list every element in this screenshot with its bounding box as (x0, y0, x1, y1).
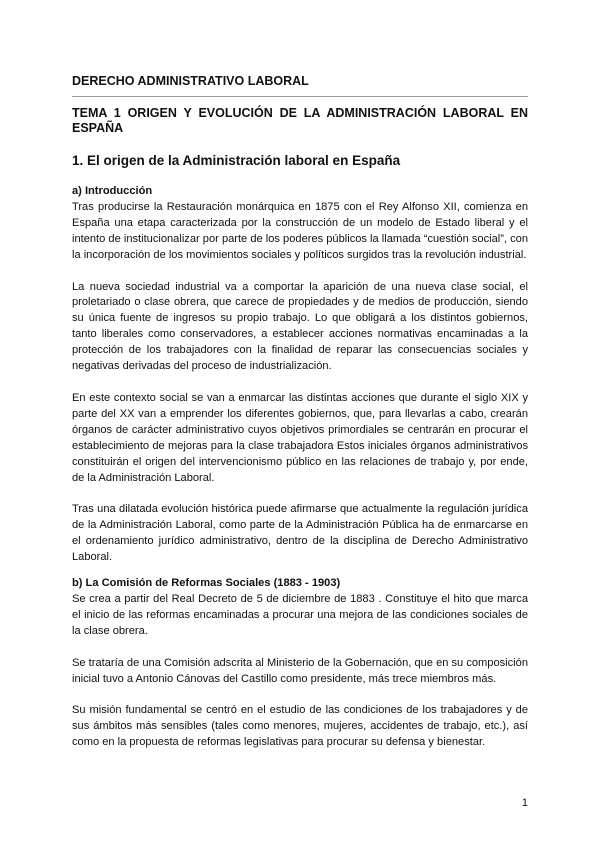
document-header-title: DERECHO ADMINISTRATIVO LABORAL (72, 74, 309, 88)
subsection-a-heading: a) Introducción (72, 185, 153, 197)
document-body (72, 184, 528, 751)
paragraph-comision-1: Se crea a partir del Real Decreto de 5 de diciembre de 1883 . Constituye el hito que marca el inicio de las reformas encaminadas a procurar una mejora de las condiciones sociales de la clase obrera. (72, 592, 528, 637)
tema-title: TEMA 1 ORIGEN Y EVOLUCIÓN DE LA ADMINISTRACIÓN LABORAL EN ESPAÑA (72, 106, 528, 135)
paragraph-comision-3: Su misión fundamental se centró en el estudio de las condiciones de los trabajadores y de sus ámbitos más sensibles (tales como menores, mujeres, accidentes de trabajo, etc.), así como en la propuesta de reformas legislativas para procurar su defensa y bienestar. (72, 704, 528, 749)
paragraph-intro-2: La nueva sociedad industrial va a comportar la aparición de una nueva clase social, el proletariado o clase obrera, que carece de propiedades y de medios de producción, siendo su única fuente de ingresos su propio trabajo. Lo que obligará a los distintos gobiernos, tanto liberales como conservadores, a establecer acciones normativas encaminadas a la protección de los trabajadores con la finalidad de reparar las consecuencias sociales y negativas derivadas del proceso de industrialización. (72, 280, 528, 373)
paragraph-intro-1: Tras producirse la Restauración monárquica en 1875 con el Rey Alfonso XII, comienza en España una etapa caracterizada por la construcción de un modelo de Estado liberal y el intento de institucionalizar por parte de los poderes públicos la llamada “cuestión social”, con la incorporación de los movimientos sociales y políticos surgidos tras la revolución industrial. (72, 200, 528, 261)
paragraph-intro-4: Tras una dilatada evolución histórica puede afirmarse que actualmente la regulación jurídica de la Administración Laboral, como parte de la Administración Pública ha de enmarcarse en el ordenamiento jurídico administrativo, dentro de la disciplina de Derecho Administrativo Laboral. (72, 503, 528, 564)
subsection-b-heading: b) La Comisión de Reformas Sociales (1883 - 1903) (72, 577, 341, 590)
header-divider (72, 96, 528, 97)
paragraph-intro-3: En este contexto social se van a enmarcar las distintas acciones que durante el siglo XIX y parte del XX van a emprender los diferentes gobiernos, que, para llevarlas a cabo, crearán órganos de carácter administrativo cuyos objetivos primordiales se centrarán en procurar el establecimiento de mejoras para la clase trabajadora Estos iniciales órganos administrativos constituirán el origen del intervencionismo público en las relaciones de trabajo y, por ende, de la Administración Laboral. (72, 391, 528, 484)
paragraph-comision-2: Se trataría de una Comisión adscrita al Ministerio de la Gobernación, que en su composición inicial tuvo a Antonio Cánovas del Castillo como presidente, más trece miembros más. (72, 656, 528, 685)
section-title: 1. El origen de la Administración laboral en España (72, 153, 401, 168)
page-number: 1 (521, 797, 528, 809)
